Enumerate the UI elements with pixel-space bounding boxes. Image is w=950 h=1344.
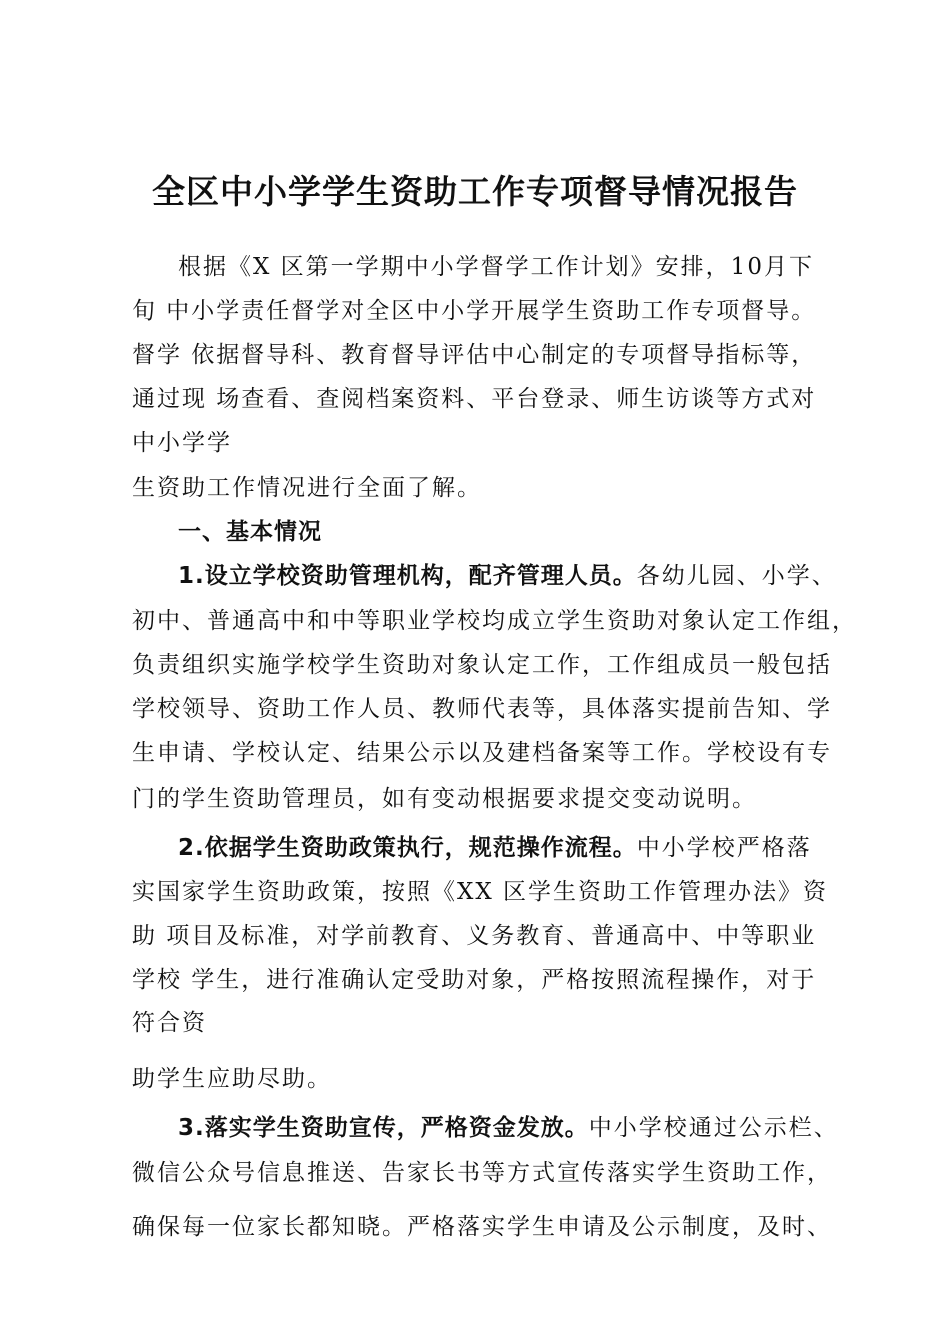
item1-line-6: 门的学生资助管理员，如有变动根据要求提交变动说明。: [132, 786, 757, 812]
item3-text: 中小学校通过公示栏、: [588, 1115, 839, 1141]
intro-line-3: 督学 依据督导科、教育督导评估中心制定的专项督导指标等，: [132, 342, 817, 368]
item2-text: 中小学校严格落: [636, 835, 812, 861]
item1-first-line: [178, 561, 837, 591]
intro-line-5: 中小学学: [132, 430, 232, 456]
item3-line-2: 微信公众号信息推送、告家长书等方式宣传落实学生资助工作，: [132, 1160, 832, 1186]
item3-lead: 3.落实学生资助宣传，严格资金发放。: [178, 1115, 589, 1141]
item2-line-4: 学校 学生，进行准确认定受助对象，严格按照流程操作，对于: [132, 967, 817, 993]
item2-line-5: 符合资: [132, 1010, 207, 1036]
item1-line-4: 学校领导、资助工作人员、教师代表等，具体落实提前告知、学: [132, 696, 832, 722]
item1-lead: 1.设立学校资助管理机构，配齐管理人员。: [178, 563, 637, 589]
item3-first-line: [178, 1113, 839, 1143]
item2-first-line: [178, 833, 812, 863]
document-title: 全区中小学学生资助工作专项督导情况报告: [152, 172, 798, 211]
item2-lead: 2.依据学生资助政策执行，规范操作流程。: [178, 835, 637, 861]
intro-line-6: 生资助工作情况进行全面了解。: [132, 475, 482, 501]
item2-line-3: 助 项目及标准，对学前教育、义务教育、普通高中、中等职业: [132, 923, 817, 949]
item2-line-2: 实国家学生资助政策，按照《XX 区学生资助工作管理办法》资: [132, 879, 829, 905]
item2-line-6: 助学生应助尽助。: [132, 1066, 332, 1092]
item1-line-5: 生申请、学校认定、结果公示以及建档备案等工作。学校设有专: [132, 740, 832, 766]
item3-line-3: 确保每一位家长都知晓。严格落实学生申请及公示制度，及时、: [132, 1214, 832, 1240]
intro-line-1: 根据《X 区第一学期中小学督学工作计划》安排，10月下: [178, 254, 814, 280]
item1-line-2: 初中、普通高中和中等职业学校均成立学生资助对象认定工作组，: [132, 608, 857, 634]
section-heading: 一、基本情况: [178, 519, 322, 545]
intro-line-4: 通过现 场查看、查阅档案资料、平台登录、师生访谈等方式对: [132, 386, 817, 412]
intro-line-2: 旬 中小学责任督学对全区中小学开展学生资助工作专项督导。: [132, 298, 817, 324]
item1-text: 各幼儿园、小学、: [636, 563, 837, 589]
item1-line-3: 负责组织实施学校学生资助对象认定工作，工作组成员一般包括: [132, 652, 832, 678]
